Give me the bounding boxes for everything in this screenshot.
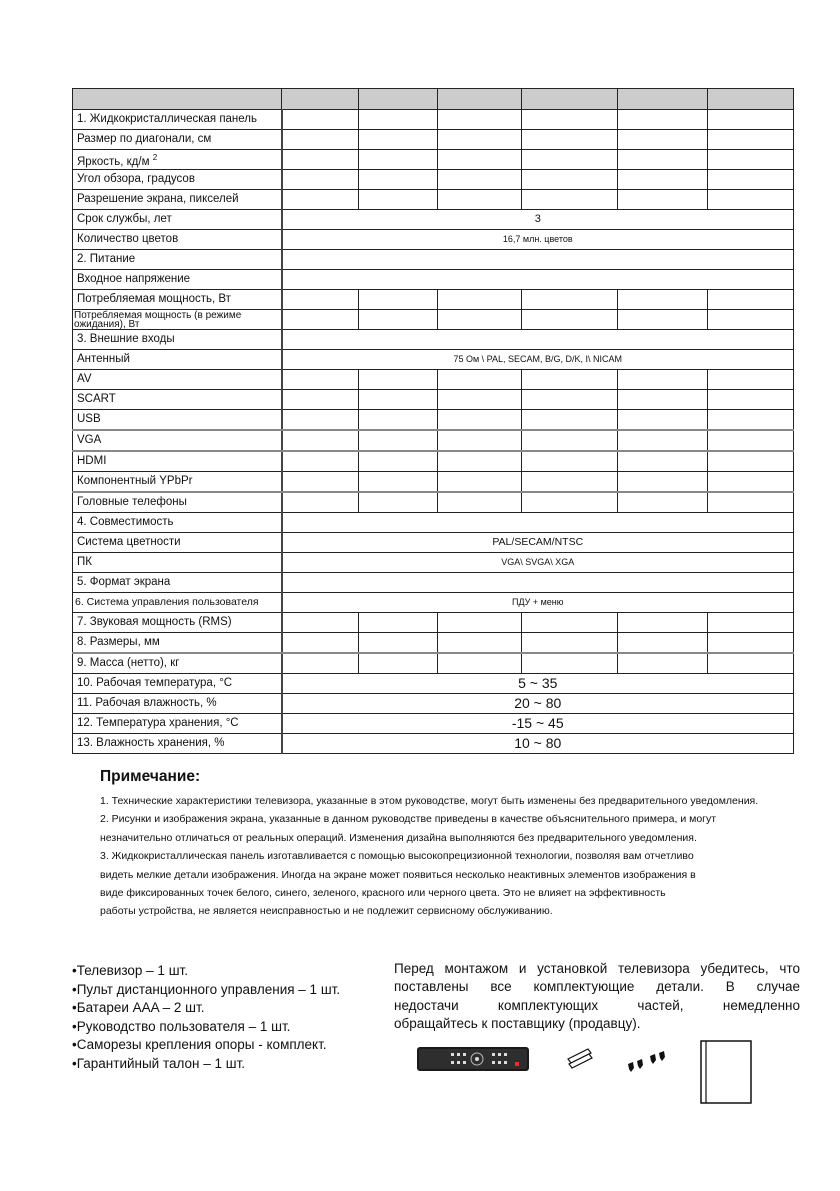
table-row	[73, 714, 794, 734]
spec-label-text: Разрешение экрана, пикселей	[77, 193, 239, 205]
table-row	[73, 694, 794, 714]
spec-value-cell	[522, 653, 618, 674]
table-row	[73, 410, 794, 431]
spec-value-cell	[618, 410, 708, 431]
spec-value-cell	[618, 290, 708, 310]
table-row	[73, 472, 794, 493]
spec-value-cell	[708, 390, 794, 410]
spec-value: 3	[282, 210, 794, 230]
spec-label-text: USB	[77, 413, 101, 425]
spec-label-text: Количество цветов	[77, 233, 179, 245]
specifications-table	[72, 88, 794, 754]
note-line: 3. Жидкокристаллическая панель изготавливается с помощью высокопрецизионной технологии, позволяя вам отчетливо	[100, 850, 694, 863]
spec-value-cell	[359, 190, 438, 210]
spec-value-cell	[438, 130, 522, 150]
spec-label	[73, 694, 282, 714]
spec-value-cell	[282, 150, 359, 170]
table-row	[73, 593, 794, 613]
spec-value-cell	[708, 653, 794, 674]
spec-value-cell	[282, 410, 359, 431]
spec-label-text: Срок службы, лет	[77, 213, 172, 225]
spec-label-text: 3. Внешние входы	[77, 333, 175, 345]
table-row	[73, 110, 794, 130]
spec-value-cell	[282, 472, 359, 493]
spec-value: 20 ~ 80	[282, 694, 794, 714]
spec-value-cell	[522, 110, 618, 130]
spec-value-cell	[522, 390, 618, 410]
spec-value-cell	[708, 613, 794, 633]
spec-label	[73, 290, 282, 310]
spec-value-cell	[282, 110, 359, 130]
package-contents-list	[72, 962, 340, 1073]
table-row	[73, 190, 794, 210]
package-check-notice	[394, 960, 800, 1034]
spec-label	[73, 674, 282, 694]
header-cell	[359, 89, 438, 110]
spec-value-cell	[438, 492, 522, 513]
notice-line: поставлены все комплектующие детали. В случае	[394, 979, 800, 995]
table-row	[73, 170, 794, 190]
spec-value-cell	[282, 653, 359, 674]
spec-label-text: 10. Рабочая температура, °C	[77, 677, 233, 689]
spec-label	[73, 653, 282, 674]
spec-value-cell	[522, 472, 618, 493]
spec-value-cell	[438, 310, 522, 330]
remote-control-icon	[417, 1045, 529, 1073]
superscript: 2	[152, 152, 158, 162]
spec-value	[282, 250, 794, 270]
spec-value-cell	[282, 492, 359, 513]
spec-value-cell	[438, 472, 522, 493]
table-row	[73, 653, 794, 674]
spec-value-cell	[618, 613, 708, 633]
spec-label-text: SCART	[77, 393, 116, 405]
spec-value-cell	[708, 370, 794, 390]
spec-value-cell	[359, 390, 438, 410]
spec-label-text: Угол обзора, градусов	[77, 173, 195, 185]
table-row	[73, 350, 794, 370]
table-row	[73, 290, 794, 310]
spec-value-cell	[438, 653, 522, 674]
spec-label	[73, 390, 282, 410]
header-cell	[282, 89, 359, 110]
spec-value-cell	[438, 110, 522, 130]
spec-value-cell	[708, 290, 794, 310]
list-item: •Батареи AAA – 2 шт.	[72, 1000, 205, 1015]
spec-value-cell	[618, 310, 708, 330]
batteries-icon	[566, 1045, 594, 1069]
note-text	[100, 792, 820, 921]
spec-value-cell	[522, 451, 618, 472]
spec-label-text: 9. Масса (нетто), кг	[77, 657, 180, 669]
spec-value-cell	[522, 430, 618, 451]
note-line: работы устройства, не является неисправностью и не подлежит сервисному обслуживанию.	[100, 905, 553, 918]
spec-label	[73, 633, 282, 654]
note-title: Примечание:	[100, 768, 201, 785]
spec-label	[73, 130, 282, 150]
notice-line: обращайтесь к поставщику (продавцу).	[394, 1016, 641, 1032]
spec-value-cell	[618, 430, 708, 451]
spec-label-text: Входное напряжение	[77, 273, 191, 285]
spec-label-text: Система цветности	[77, 536, 181, 548]
spec-value: 16,7 млн. цветов	[282, 230, 794, 250]
spec-label-text: HDMI	[77, 455, 107, 467]
spec-value-cell	[618, 492, 708, 513]
header-cell	[618, 89, 708, 110]
spec-label-text: 5. Формат экрана	[77, 576, 171, 588]
spec-label	[73, 250, 282, 270]
spec-value-cell	[522, 370, 618, 390]
spec-value-cell	[618, 451, 708, 472]
spec-value-cell	[438, 430, 522, 451]
table-row	[73, 150, 794, 170]
spec-value-cell	[282, 613, 359, 633]
spec-label-text: AV	[77, 373, 92, 385]
spec-value: 10 ~ 80	[282, 734, 794, 754]
spec-value-cell	[708, 130, 794, 150]
spec-value-cell	[618, 633, 708, 654]
spec-value-cell	[708, 451, 794, 472]
spec-label-text: 8. Размеры, мм	[77, 636, 160, 648]
table-row	[73, 370, 794, 390]
spec-value-cell	[359, 472, 438, 493]
spec-label-text: 12. Температура хранения, °C	[77, 717, 239, 729]
table-row	[73, 310, 794, 330]
spec-label-text: Яркость, кд/м	[77, 155, 150, 168]
spec-label	[73, 210, 282, 230]
spec-label-text: 11. Рабочая влажность, %	[77, 697, 217, 709]
spec-label	[73, 330, 282, 350]
spec-value-cell	[522, 170, 618, 190]
spec-label-text: 2. Питание	[77, 253, 136, 265]
spec-label	[73, 410, 282, 431]
table-row	[73, 390, 794, 410]
spec-label	[73, 150, 282, 170]
spec-value-cell	[282, 190, 359, 210]
spec-value-cell	[522, 190, 618, 210]
spec-label-text: Потребляемая мощность (в режиме ожидания), Вт	[74, 309, 242, 330]
spec-value-cell	[359, 150, 438, 170]
spec-value-cell	[438, 390, 522, 410]
spec-label	[73, 110, 282, 130]
spec-value: ПДУ + меню	[282, 593, 794, 613]
spec-value-cell	[359, 633, 438, 654]
notice-line: недостачи комплектующих частей, немедленно	[394, 997, 800, 1013]
spec-value-cell	[359, 492, 438, 513]
spec-label	[73, 451, 282, 472]
spec-value-cell	[522, 492, 618, 513]
spec-value-cell	[282, 633, 359, 654]
table-row	[73, 250, 794, 270]
spec-label	[73, 714, 282, 734]
table-row	[73, 573, 794, 593]
spec-value-cell	[708, 410, 794, 431]
spec-value-cell	[282, 130, 359, 150]
note-line: видеть мелкие детали изображения. Иногда на экране может появиться несколько неактивных элементов изображения в	[100, 868, 696, 881]
table-row	[73, 674, 794, 694]
header-cell	[73, 89, 282, 110]
spec-value-cell	[359, 430, 438, 451]
spec-label-text: Головные телефоны	[77, 496, 187, 508]
table-row	[73, 633, 794, 654]
spec-value-cell	[438, 613, 522, 633]
spec-value-cell	[522, 150, 618, 170]
spec-label	[73, 553, 282, 573]
spec-value-cell	[522, 633, 618, 654]
header-cell	[708, 89, 794, 110]
spec-label	[73, 472, 282, 493]
spec-value-cell	[438, 290, 522, 310]
spec-value	[282, 513, 794, 533]
table-row	[73, 533, 794, 553]
spec-label	[73, 492, 282, 513]
spec-value: 75 Ом \ PAL, SECAM, B/G, D/K, I\ NICAM	[282, 350, 794, 370]
spec-value-cell	[438, 190, 522, 210]
spec-value-cell	[282, 310, 359, 330]
spec-label-text: 7. Звуковая мощность (RMS)	[77, 616, 232, 628]
spec-value-cell	[708, 190, 794, 210]
spec-label	[73, 370, 282, 390]
spec-value	[282, 270, 794, 290]
spec-value-cell	[708, 150, 794, 170]
spec-value-cell	[708, 430, 794, 451]
spec-label	[73, 270, 282, 290]
spec-value: PAL/SECAM/NTSC	[282, 533, 794, 553]
spec-label	[73, 230, 282, 250]
spec-label	[73, 573, 282, 593]
spec-value-cell	[359, 310, 438, 330]
spec-value: 5 ~ 35	[282, 674, 794, 694]
spec-value-cell	[618, 110, 708, 130]
note-line: 1. Технические характеристики телевизора, указанные в этом руководстве, могут быть изменены без предварительного уведомления.	[100, 795, 759, 807]
table-row	[73, 613, 794, 633]
spec-value-cell	[708, 170, 794, 190]
spec-value-cell	[359, 410, 438, 431]
table-row	[73, 230, 794, 250]
spec-value-cell	[438, 451, 522, 472]
spec-value-cell	[618, 150, 708, 170]
spec-label-text: 1. Жидкокристаллическая панель	[77, 113, 258, 125]
table-row	[73, 210, 794, 230]
spec-label-text: Размер по диагонали, см	[77, 133, 212, 145]
spec-label	[73, 513, 282, 533]
spec-label-text: 13. Влажность хранения, %	[77, 737, 225, 749]
spec-value-cell	[359, 653, 438, 674]
spec-value-cell	[359, 170, 438, 190]
note-line: 2. Рисунки и изображения экрана, указанные в данном руководстве приведены в качестве объяснительного примера, и могут	[100, 813, 717, 826]
spec-label	[73, 593, 282, 613]
table-row	[73, 451, 794, 472]
spec-label	[73, 533, 282, 553]
spec-value-cell	[522, 410, 618, 431]
spec-value-cell	[708, 633, 794, 654]
screws-icon	[624, 1048, 668, 1074]
table-row	[73, 130, 794, 150]
header-cell	[438, 89, 522, 110]
table-row	[73, 492, 794, 513]
spec-label-text: Потребляемая мощность, Вт	[77, 293, 231, 305]
table-row	[73, 330, 794, 350]
list-item: •Руководство пользователя – 1 шт.	[72, 1018, 291, 1034]
table-row	[73, 270, 794, 290]
spec-value-cell	[708, 492, 794, 513]
notice-line: Перед монтажом и установкой телевизора убедитесь, что	[394, 961, 800, 976]
spec-value-cell	[282, 170, 359, 190]
spec-value-cell	[438, 170, 522, 190]
spec-value-cell	[359, 370, 438, 390]
spec-label	[73, 613, 282, 633]
spec-value-cell	[359, 110, 438, 130]
spec-value-cell	[359, 130, 438, 150]
spec-label	[73, 430, 282, 451]
spec-value-cell	[282, 390, 359, 410]
spec-value-cell	[618, 472, 708, 493]
spec-value-cell	[618, 370, 708, 390]
spec-label	[73, 350, 282, 370]
spec-value-cell	[708, 310, 794, 330]
spec-value-cell	[618, 653, 708, 674]
spec-value-cell	[708, 110, 794, 130]
spec-value-cell	[438, 370, 522, 390]
spec-value-cell	[522, 130, 618, 150]
spec-label-text: ПК	[77, 556, 92, 568]
list-item: •Гарантийный талон – 1 шт.	[72, 1055, 246, 1071]
spec-label	[73, 310, 282, 330]
spec-value: -15 ~ 45	[282, 714, 794, 734]
spec-value-cell	[282, 290, 359, 310]
spec-label-text: VGA	[77, 434, 102, 446]
spec-value	[282, 330, 794, 350]
spec-value-cell	[522, 310, 618, 330]
list-item: •Телевизор – 1 шт.	[72, 963, 188, 978]
note-line: незначительно отличаться от реальных операций. Изменения дизайна выполняются без предварительного уведомления.	[100, 831, 697, 844]
spec-value-cell	[522, 613, 618, 633]
spec-value-cell	[618, 390, 708, 410]
spec-value-cell	[282, 451, 359, 472]
spec-label	[73, 190, 282, 210]
spec-label-text: 4. Совместимость	[77, 516, 174, 528]
spec-label	[73, 170, 282, 190]
spec-value-cell	[522, 290, 618, 310]
note-line: виде фиксированных точек белого, синего, зеленого, красного или черного цвета. Это не влияет на эффективность	[100, 887, 666, 900]
spec-label-text: Компонентный YPbPr	[77, 475, 193, 487]
spec-value-cell	[708, 472, 794, 493]
spec-value-cell	[359, 451, 438, 472]
list-item: •Пульт дистанционного управления – 1 шт.	[72, 981, 341, 997]
spec-value-cell	[282, 430, 359, 451]
spec-value-cell	[438, 633, 522, 654]
spec-value-cell	[438, 150, 522, 170]
spec-value-cell	[618, 130, 708, 150]
spec-value: VGA\ SVGA\ XGA	[282, 553, 794, 573]
table-row	[73, 734, 794, 754]
spec-label-text: 6. Система управления пользователя	[75, 596, 259, 608]
table-row	[73, 553, 794, 573]
spec-value-cell	[618, 170, 708, 190]
spec-label-text: Антенный	[77, 353, 130, 365]
spec-value-cell	[359, 613, 438, 633]
spec-value-cell	[359, 290, 438, 310]
table-row	[73, 430, 794, 451]
spec-value-cell	[438, 410, 522, 431]
spec-value-cell	[282, 370, 359, 390]
list-item: •Саморезы крепления опоры - комплект.	[72, 1037, 327, 1052]
header-cell	[522, 89, 618, 110]
table-header-row	[73, 89, 794, 110]
table-row	[73, 513, 794, 533]
manual-icon	[700, 1040, 752, 1104]
spec-label	[73, 734, 282, 754]
spec-value-cell	[618, 190, 708, 210]
spec-value	[282, 573, 794, 593]
